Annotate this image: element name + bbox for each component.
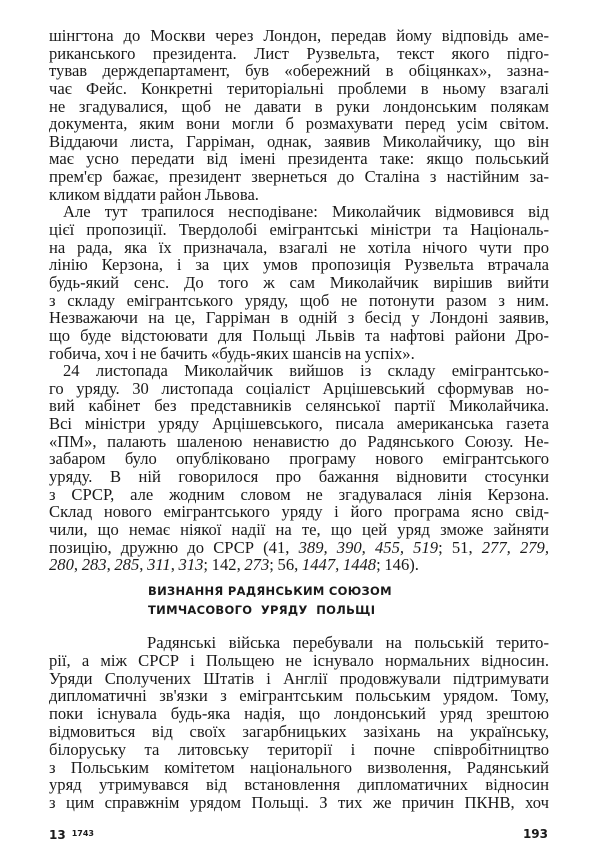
text-line: з цим справжнім урядом Польщі. З тих же причин ПКНВ, хоч [49, 793, 549, 813]
text-line: з СРСР, але жодним словом не згадувалася лінія Керзона. [49, 484, 549, 504]
reference-number: 283 [81, 555, 107, 575]
text-line [49, 539, 549, 557]
text-line: має усно передати від імені президента таке: якщо польський [49, 149, 549, 169]
text-segment: ; 146). [376, 555, 419, 575]
text-line: на рада, яка їх призначала, взагалі не хотіла нічого чути про [49, 237, 549, 257]
text-line: цієї пропозиції. Твердолобі емігрантські міністри та Національ- [49, 220, 549, 240]
text-segment: ; 51, [438, 537, 482, 557]
reference-number: 311 [147, 555, 171, 575]
text-line: гобича, хоч і не бачить «будь-яких шансів на успіх». [49, 343, 415, 363]
text-segment: , [335, 555, 343, 575]
text-line: Всі міністри уряду Арцішевського, писала американська газета [49, 414, 549, 434]
text-line: що буде відстоювати для Польщі Львів та нафтові райони Дро- [49, 325, 549, 345]
print-code: 1743 [71, 829, 94, 838]
text-segment: позицію, дружню до СРСР (41, [49, 537, 299, 557]
section-heading-line-2: ТИМЧАСОВОГО УРЯДУ ПОЛЬЩІ [148, 603, 376, 617]
text-line: чили, що немає ніякої надії на те, що цей уряд зможе зайняти [49, 519, 549, 539]
body-text-section-2 [49, 634, 549, 812]
text-line: чає Фейс. Конкретні територіальні проблеми в ньому взагалі [49, 78, 549, 98]
text-line: відмовиться від своїх загарбницьких зазіхань на українську, [49, 721, 549, 741]
signature-number: 13 [49, 828, 66, 842]
text-line: вий кабінет без представників селянської партії Миколайчика. [49, 396, 549, 416]
text-line: кликом віддати район Львова. [49, 184, 259, 204]
text-line: Але тут трапилося несподіване: Миколайчик відмовився від [63, 202, 549, 222]
text-line: Уряди Сполучених Штатів і Англії продовжували підтримувати [49, 668, 549, 688]
reference-number: 389, 390, 455, 519 [298, 537, 439, 557]
reference-number: 280 [49, 555, 74, 575]
text-line: уряд утримувався від встановлення дипломатичних відносин [49, 775, 549, 795]
text-line: білоруську та литовську території і почне співробітництво [49, 739, 549, 759]
text-line: шінгтона до Москви через Лондон, передав йому відповідь аме- [49, 26, 549, 45]
reference-number: 277, 279, [481, 537, 549, 557]
section-heading-line-1: ВИЗНАННЯ РАДЯНСЬКИМ СОЮЗОМ [148, 584, 392, 598]
paragraph [49, 203, 549, 362]
text-line [49, 556, 549, 574]
reference-number: 273 [244, 555, 270, 575]
text-line: не згадувалися, щоб не давати в руки лондонським полякам [49, 96, 549, 116]
text-line: Радянські війська перебували на польській терито- [147, 633, 549, 652]
text-segment: , [139, 555, 148, 575]
text-line: тував держдепартамент, був «обережний в обіцянках», зазна- [49, 61, 549, 81]
reference-number: 1448 [342, 555, 377, 575]
page-number: 193 [522, 827, 548, 841]
text-segment: ; 56, [269, 555, 302, 575]
paragraph [49, 27, 549, 203]
text-line: з Польським комітетом національного визволення, Радянський [49, 757, 549, 777]
text-line: дипломатичні зв'язки з емігрантським польським урядом. Тому, [49, 686, 549, 706]
text-line: Незважаючи на це, Гарріман в одній з бесід у Лондоні заявив, [49, 308, 549, 328]
body-text-section-1 [49, 27, 549, 574]
text-line: прем'єр бажає, президент звернеться до Сталіна з настійним за- [49, 167, 549, 187]
text-line: 24 листопада Миколайчик вийшов із складу емігрантсько- [63, 361, 549, 381]
reference-number: 285 [114, 555, 140, 575]
paragraph [49, 362, 549, 574]
text-segment: , [106, 555, 115, 575]
printer-signature [49, 826, 94, 843]
text-segment: ; 142, [203, 555, 245, 575]
text-line: «ПМ», палають шаленою ненавистю до Радянського Союзу. Не- [49, 431, 549, 451]
reference-number: 1447 [301, 555, 336, 575]
text-line: Віддаючи листа, Гарріман, однак, заявив Миколайчику, що він [49, 131, 549, 151]
text-line: Склад нового емігрантського уряду і його програма ясно свід- [49, 502, 549, 522]
text-line: риканського президента. Лист Рузвельта, текст якого підго- [49, 43, 549, 63]
text-line: лінію Керзона, і за цих умов пропозиція Рузвельта втрачала [49, 255, 549, 275]
section-heading [148, 582, 392, 620]
text-line: уряду. В ній говорилося про бажання відновити стосунки [49, 467, 549, 487]
paragraph [49, 634, 549, 812]
text-segment: , [73, 555, 82, 575]
text-line: поки існувала будь-яка надія, що лондонський уряд зрештою [49, 704, 549, 724]
text-line: з складу емігрантського уряду, щоб не потонути разом з ним. [49, 290, 549, 310]
text-line: го уряду. 30 листопада соціаліст Арцішевський сформував но- [49, 378, 549, 398]
text-segment: , [170, 555, 179, 575]
text-line: забаром було опубліковано програму нового емігрантського [49, 449, 549, 469]
text-line: будь-який сенс. До того ж сам Миколайчик вирішив вийти [49, 272, 549, 292]
reference-number: 313 [178, 555, 204, 575]
text-line: документа, яким вони могли б розмахувати перед усім світом. [49, 114, 549, 134]
text-line: рії, а між СРСР і Польщею не існувало нормальних відносин. [49, 650, 549, 670]
